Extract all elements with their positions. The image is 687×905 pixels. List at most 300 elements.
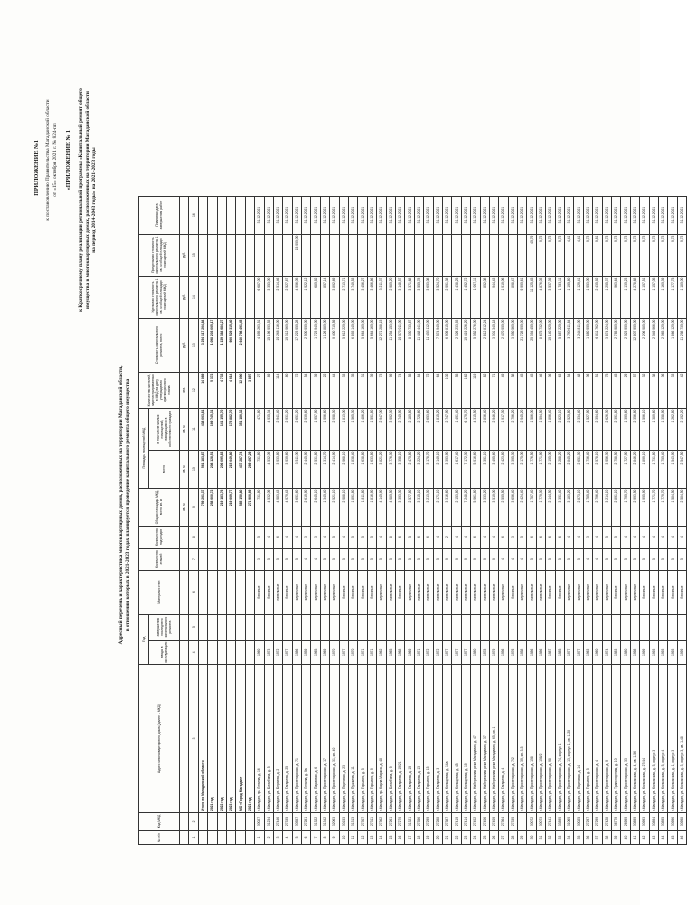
row-premises: 1 899,10 [640,450,649,488]
row-private: 2 728,60 [414,408,423,450]
row-max-cost [433,234,442,276]
row-specific-cost: 852,08 [480,276,489,318]
unit-people: чел. [180,372,189,408]
row-specific-cost: 1 783,11 [555,276,564,318]
row-total-area: 1 811,80 [358,488,367,526]
row-private: 471,80 [255,408,264,450]
row-max-cost: 9,73 [611,234,620,276]
row-total-area: 4 079,43 [283,488,292,526]
row-year-built: 1977 [565,640,574,664]
row-year-repair [452,614,461,640]
row-cost: 6 811 762,00 [593,318,602,372]
summary-total-area: 258 600,72 [208,488,217,526]
row-year-repair [264,614,273,640]
row-num: 14 [377,831,386,845]
row-total-area: 2 645,10 [311,488,320,526]
summary-label: 2021 год [208,665,217,813]
row-material: кирпичные [621,570,630,614]
row-year-repair [386,614,395,640]
row-year-repair [499,614,508,640]
row-entrances: 5 [405,526,414,548]
row-code: 26999 [621,813,630,831]
row-address: г.Магадан, ул. Пролетарская, д. 33 [621,665,630,813]
row-floors: 5 [292,548,301,570]
row-cost: 9 400 710,59 [330,318,339,372]
row-code: 36779 [611,813,620,831]
row-material: кирпичные [405,570,414,614]
row-specific-cost: 3 211,37 [377,276,386,318]
summary-empty [208,526,217,548]
summary-num [236,831,245,845]
row-material: кирпичные [565,570,574,614]
row-premises: 1 314,70 [320,450,329,488]
row-deadline: 31.12.2021 [565,196,574,234]
row-year-repair [461,614,470,640]
column-number-4: 4 [189,640,198,664]
summary-residents: 3 897 [245,372,254,408]
row-specific-cost: 3 537,39 [546,276,555,318]
row-total-area: 2 873,10 [574,488,583,526]
row-premises: 2 547,50 [677,450,686,488]
col-specific-cost: Удельная стоимость капитального ремонта 1 кв. м общей площади помещений МКД [139,276,180,318]
row-total-area: 2 424,40 [518,488,527,526]
row-floors: 5 [395,548,404,570]
row-specific-cost: 1 160,39 [658,276,667,318]
summary-empty [217,614,226,640]
row-residents: 45 [611,372,620,408]
row-address: г.Магадан, ул. Портовая, д. 23 [339,665,348,813]
row-deadline: 31.12.2021 [677,196,686,234]
row-cost: 1 880 000,00 [583,318,592,372]
row-max-cost: 9,73 [668,234,677,276]
row-material: блочные [283,570,292,614]
summary-private [245,408,254,450]
table-row [536,196,545,844]
row-residents: 64 [433,372,442,408]
row-entrances: 5 [518,526,527,548]
row-floors: 5 [424,548,433,570]
row-code: 27330 [508,813,517,831]
row-specific-cost: 1 452,72 [461,276,470,318]
col-num: № п/п [139,831,180,845]
row-cost: 10 419 226,20 [461,318,470,372]
column-number-12: 12 [189,372,198,408]
row-max-cost [405,234,414,276]
col-max-cost: Предельная стоимость капитального ремонта 1 кв. м общей площади помещений МКД [139,234,180,276]
row-material: кирпичные [292,570,301,614]
row-material: кирпичные [583,570,592,614]
summary-empty [226,526,235,548]
row-year-built: 1969 [320,640,329,664]
row-floors: 5 [283,548,292,570]
row-year-repair [255,614,264,640]
summary-empty [198,570,207,614]
row-material: блочные [658,570,667,614]
table-row [255,196,264,844]
row-address: г.Магадан, ул. Гагарина, д. 13 [414,665,423,813]
row-entrances: 4 [677,526,686,548]
row-entrances: 4 [480,526,489,548]
row-code: 27409 [489,813,498,831]
row-year-repair [546,614,555,640]
row-entrances: 4 [640,526,649,548]
row-material: панельные [386,570,395,614]
summary-empty [208,548,217,570]
row-entrances: 6 [546,526,555,548]
row-premises: 3 301,10 [480,450,489,488]
table-row [546,196,555,844]
row-year-repair [311,614,320,640]
row-specific-cost: 1 019,06 [499,276,508,318]
row-deadline: 31.12.2021 [283,196,292,234]
row-material: панельные [452,570,461,614]
row-private: 3 092,30 [386,408,395,450]
row-deadline: 31.12.2021 [546,196,555,234]
row-address: г.Магадан, ул. Парковая, д. 6 [311,665,320,813]
row-entrances: 4 [593,526,602,548]
row-max-cost [273,234,282,276]
row-num: 29 [518,831,527,845]
row-num: 18 [414,831,423,845]
row-num: 28 [508,831,517,845]
row-max-cost: 9,73 [602,234,611,276]
row-code: 27311 [367,813,376,831]
row-code: 31060 [565,813,574,831]
row-year-repair [302,614,311,640]
row-floors: 4 [499,548,508,570]
row-premises: 2 105,00 [546,450,555,488]
row-private: 4 315,50 [471,408,480,450]
row-residents: 75 [602,372,611,408]
summary-empty [198,548,207,570]
row-private: 2 651,20 [292,408,301,450]
row-address: г.Магадан, ул. Колымская, д. 27/44 [640,665,649,813]
row-residents: 48 [574,372,583,408]
summary-num [245,831,254,845]
row-material: блочные [339,570,348,614]
row-specific-cost: 3 524,70 [433,276,442,318]
row-entrances: 6 [471,526,480,548]
row-private: 2 334,40 [574,408,583,450]
row-total-area: 3 213,30 [424,488,433,526]
row-deadline: 31.12.2021 [471,196,480,234]
summary-cost: 1 139 384 684,27 [217,318,226,372]
row-year-repair [555,614,564,640]
row-address: г.Магадан, ул. Пролетарская, д. 31, кв. 40 [330,665,339,813]
row-max-cost: 4,41 [574,234,583,276]
row-deadline: 31.12.2021 [630,196,639,234]
row-year-repair [330,614,339,640]
row-specific-cost: 1 007,11 [471,276,480,318]
row-year-built: 1974 [602,640,611,664]
row-residents: 33 [668,372,677,408]
table-row [433,196,442,844]
resolution-reference [45,50,58,270]
summary-empty [245,526,254,548]
table-row [621,196,630,844]
row-residents: 54 [302,372,311,408]
row-code: 27446 [273,813,282,831]
row-year-built: 1959 [302,640,311,664]
row-num: 8 [320,831,329,845]
row-max-cost [386,234,395,276]
appendix-title-2: «ПРИЛОЖЕНИЕ № 1 [66,130,72,191]
summary-empty [226,234,235,276]
row-max-cost [320,234,329,276]
row-total-area: 1 340,40 [320,488,329,526]
row-entrances: 4 [292,526,301,548]
row-private: 1 501,80 [367,408,376,450]
row-specific-cost: 4 906,05 [292,276,301,318]
summary-row [245,196,254,844]
row-cost: 21 728 000,00 [518,318,527,372]
row-material: кирпичные [630,570,639,614]
row-private: 1 565,30 [349,408,358,450]
row-deadline: 31.12.2021 [555,196,564,234]
col-deadline: Плановая дата завершения работ [139,196,180,234]
row-deadline: 31.12.2021 [424,196,433,234]
row-material: кирпичные [593,570,602,614]
column-number-2: 2 [189,813,198,831]
table-row [630,196,639,844]
summary-total-area: 219 183,76 [217,488,226,526]
row-cost: 3 244 811,00 [574,318,583,372]
row-total-area: 2 796,40 [593,488,602,526]
table-row [489,196,498,844]
row-cost: 15 196 003,53 [264,318,273,372]
row-year-repair [395,614,404,640]
row-max-cost: 4,41 [565,234,574,276]
row-floors: 5 [349,548,358,570]
row-specific-cost: 1 180,00 [677,276,686,318]
row-entrances: 4 [649,526,658,548]
row-entrances: 4 [452,526,461,548]
row-floors: 5 [602,548,611,570]
row-num: 36 [583,831,592,845]
row-premises: 3 511,00 [292,450,301,488]
table-title [118,265,131,745]
row-year-repair [668,614,677,640]
row-entrances: 4 [630,526,639,548]
row-deadline: 31.12.2021 [508,196,517,234]
row-num: 11 [349,831,358,845]
row-entrances: 4 [668,526,677,548]
row-address: г.Магадан, ул. Ленина, д. 9а [302,665,311,813]
row-floors: 9 [480,548,489,570]
row-material: блочные [264,570,273,614]
unit-area-1: кв. м [180,488,189,526]
row-specific-cost: 3 603,08 [424,276,433,318]
unit-rub-3: руб. [180,234,189,276]
row-code: 31234 [264,813,273,831]
row-cost: 2 049 966,00 [649,318,658,372]
row-total-area: 2 619,90 [302,488,311,526]
row-address: г.Магадан, ул. Пролетарская, д. 4 [593,665,602,813]
summary-row [198,196,207,844]
row-total-area: 3 606,40 [508,488,517,526]
summary-residents: 12 090 [236,372,245,408]
row-code: 27441 [546,813,555,831]
summary-empty [236,526,245,548]
row-code: 27362 [377,813,386,831]
row-year-built: 1998 [630,640,639,664]
col-year-built: ввода в эксплуатацию [149,640,180,664]
col-premises-private: в том числе жилых помещений, находящихся в собственности граждан [149,408,180,450]
row-year-built: 1977 [452,640,461,664]
row-specific-cost: 6 687,00 [255,276,264,318]
row-address: г.Магадан, ул. Гагарина, д. 19/21 [395,665,404,813]
row-deadline: 31.12.2021 [518,196,527,234]
row-year-repair [527,614,536,640]
row-total-area: 2 171,10 [433,488,442,526]
row-year-repair [536,614,545,640]
row-residents: 119 [471,372,480,408]
row-floors: 9 [471,548,480,570]
row-num: 3 [273,831,282,845]
row-premises: 1 776,50 [527,450,536,488]
row-code: 27261 [386,813,395,831]
row-floors: 5 [358,548,367,570]
row-entrances: 3 [508,526,517,548]
row-residents: 54 [565,372,574,408]
summary-row [226,196,235,844]
row-num: 24 [471,831,480,845]
row-code: 30899 [630,813,639,831]
row-year-repair [593,614,602,640]
row-floors: 5 [677,548,686,570]
row-premises: 3 033,80 [273,450,282,488]
table-row [442,196,451,844]
row-year-built: 1969 [405,640,414,664]
summary-cost [245,318,254,372]
row-material: панельные [442,570,451,614]
row-entrances: 4 [320,526,329,548]
row-cost: 1 723 940,00 [311,318,320,372]
row-cost: 2 785 980,00 [611,318,620,372]
table-row [452,196,461,844]
row-material: блочные [255,570,264,614]
row-private: 2 836,40 [480,408,489,450]
row-premises: 2 175,00 [518,450,527,488]
row-cost: 3 301 340,18 [489,318,498,372]
row-num: 15 [386,831,395,845]
row-material: кирпичные [574,570,583,614]
row-material: блочные [668,570,677,614]
row-address: г.Магадан, ул. Пролетарская, д. 13, корпус 1, кв. 1-28 [565,665,574,813]
row-year-repair [442,614,451,640]
row-year-built: 1971 [414,640,423,664]
row-year-built: 1987 [546,640,555,664]
row-total-area: 731,80 [255,488,264,526]
summary-cost: 3 254 117 264,84 [198,318,207,372]
row-year-built: 1999 [677,640,686,664]
row-material: панельные [480,570,489,614]
row-floors: 4 [583,548,592,570]
row-floors: 5 [630,548,639,570]
row-private: 1 813,00 [339,408,348,450]
row-premises: 1 633,80 [367,450,376,488]
row-cost: 5 052 276,00 [471,318,480,372]
row-code: 27364 [499,813,508,831]
summary-empty [245,276,254,318]
row-year-repair [611,614,620,640]
row-residents: 42 [677,372,686,408]
row-code: 27428 [602,813,611,831]
row-premises: 2 068,10 [339,450,348,488]
row-cost: 2 812 812,24 [480,318,489,372]
row-floors: 5 [668,548,677,570]
row-specific-cost: 2 091,38 [442,276,451,318]
row-num: 10 [339,831,348,845]
row-year-repair [424,614,433,640]
row-entrances: 5 [255,526,264,548]
row-year-repair [574,614,583,640]
row-code: 27288 [433,813,442,831]
summary-premises: 206 095,83 [217,450,226,488]
row-max-cost: 40,79 [527,234,536,276]
row-max-cost: 15 000,00 [292,234,301,276]
row-entrances: 3 [302,526,311,548]
row-year-built: 1993 [668,640,677,664]
summary-private: 169 745,31 [208,408,217,450]
row-material: кирпичные [518,570,527,614]
row-deadline: 31.12.2021 [292,196,301,234]
row-material: панельные [489,570,498,614]
table-row [649,196,658,844]
row-address: г.Магадан, ул. Билибина, д. 5 [264,665,273,813]
row-total-area: 4 080,50 [386,488,395,526]
row-address: г.Магадан, ул. Пушкина, д. 11 [349,665,358,813]
row-premises: 1 617,40 [452,450,461,488]
row-cost: 6 893 140,00 [349,318,358,372]
row-year-repair [630,614,639,640]
row-private: 2 180,80 [405,408,414,450]
row-year-built: 1970 [349,640,358,664]
row-deadline: 31.12.2021 [668,196,677,234]
row-specific-cost: 3 148,57 [395,276,404,318]
row-deadline: 31.12.2021 [480,196,489,234]
row-premises: 3 178,70 [424,450,433,488]
row-max-cost [377,234,386,276]
row-year-repair [414,614,423,640]
row-premises: 2 149,10 [433,450,442,488]
row-residents: 102 [442,372,451,408]
row-address: г.Магадан, ул. Гагарина, д. 3 [433,665,442,813]
row-total-area: 3 316,60 [442,488,451,526]
summary-code [217,813,226,831]
row-year-repair [640,614,649,640]
row-floors: 5 [377,548,386,570]
row-residents: 36 [583,372,592,408]
summary-num [208,831,217,845]
row-deadline: 31.12.2021 [489,196,498,234]
col-address: Адрес многоквартирного дома (далее - МКД) [139,665,180,813]
row-address: г.Магадан, ул. Билибина, д. 9 [386,665,395,813]
table-row [414,196,423,844]
row-floors: 5 [339,548,348,570]
row-cost: 20 394 450,00 [527,318,536,372]
table-row [264,196,273,844]
row-max-cost [480,234,489,276]
summary-empty [217,570,226,614]
row-premises: 3 288,20 [555,450,564,488]
row-private: 2 039,60 [302,408,311,450]
row-specific-cost: 3 456,27 [358,276,367,318]
row-year-built: 1973 [264,640,273,664]
table-row [499,196,508,844]
row-entrances: 4 [489,526,498,548]
row-material: кирпичные [499,570,508,614]
